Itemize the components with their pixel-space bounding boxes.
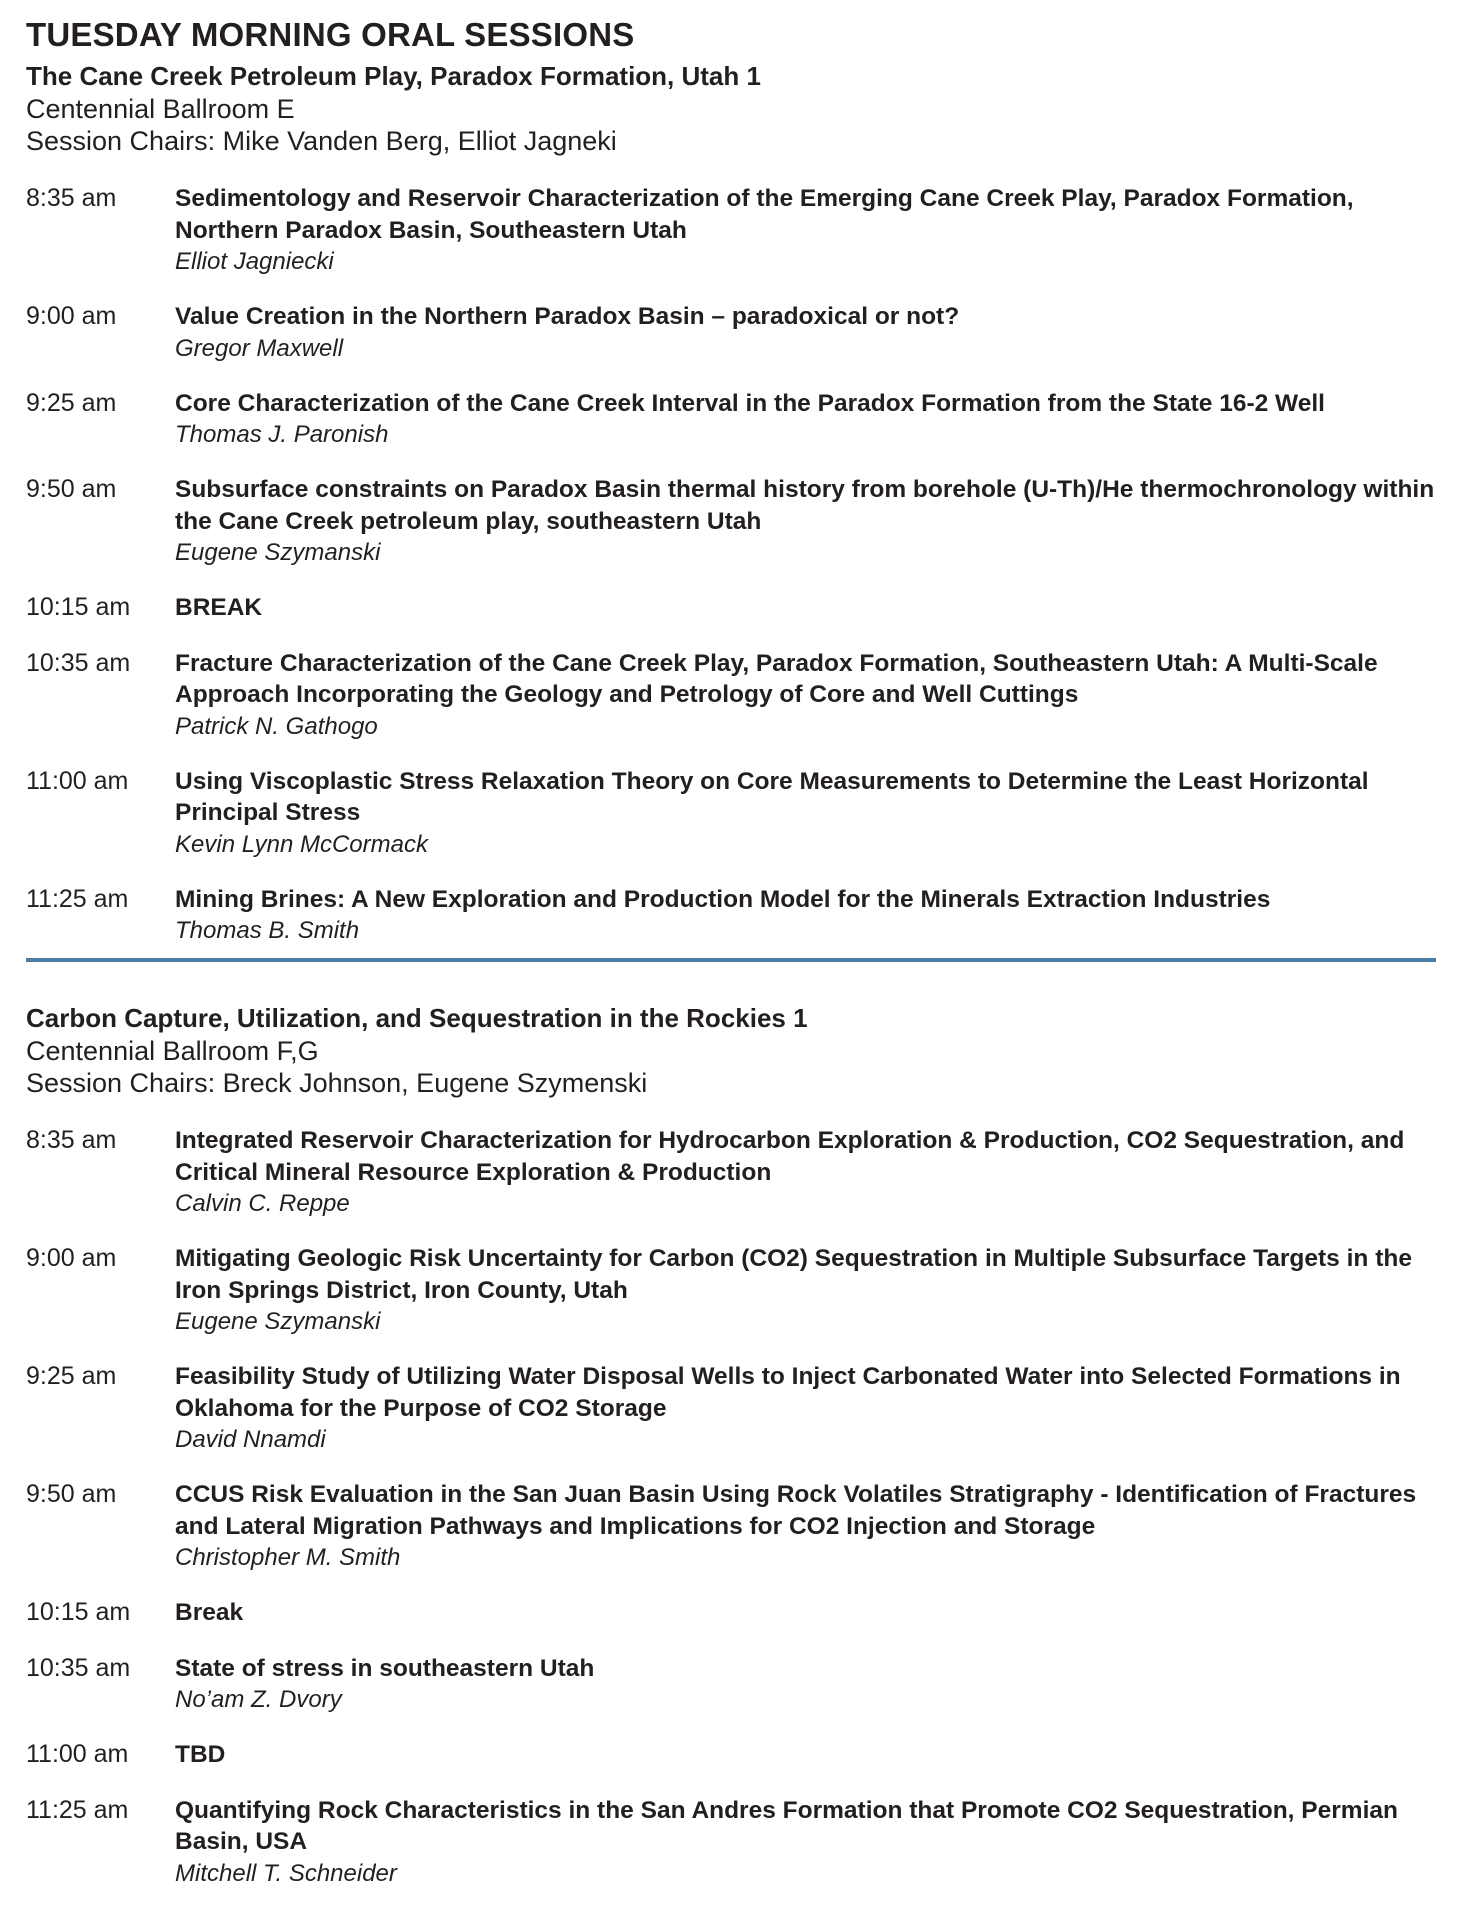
talk-time: 9:50 am [26,475,117,503]
session-title: The Cane Creek Petroleum Play, Paradox Formation, Utah 1 [26,61,761,91]
talk-item [26,183,1446,277]
talk-title: Break [175,1599,244,1626]
session-title: Carbon Capture, Utilization, and Sequestration in the Rockies 1 [26,1003,808,1033]
page-title: TUESDAY MORNING ORAL SESSIONS [26,16,635,53]
talk-time: 11:00 am [26,766,129,795]
talk-list [26,183,1446,946]
talk-time: 11:00 am [26,1740,129,1768]
talk-list [26,1125,1446,1889]
talk-time: 9:00 am [26,302,117,330]
talk-author: Thomas J. Paronish [175,421,389,448]
talk-author: Thomas B. Smith [175,917,360,944]
talk-title: Feasibility Study of Utilizing Water Disposal Wells to Inject Carbonated Water into Selected Formations in Oklahoma for the Purpose of CO2 Storage [175,1363,1401,1422]
session-divider [26,958,1436,962]
talk-time: 9:25 am [26,1362,117,1390]
talk-title: Mitigating Geologic Risk Uncertainty for Carbon (CO2) Sequestration in Multiple Subsurface Targets in the Iron Springs District, Iron County, Utah [175,1245,1412,1304]
talk-title: Integrated Reservoir Characterization for Hydrocarbon Exploration & Production, CO2 Sequestration, and Critical Mineral Resource Exploration & Production [175,1127,1405,1186]
talk-author: No’am Z. Dvory [175,1686,342,1713]
session-chairs: Session Chairs: Mike Vanden Berg, Elliot Jagneki [26,126,617,156]
talk-item-tbd [26,1739,1446,1771]
session-room: Centennial Ballroom F,G [26,1036,319,1066]
program-page [26,12,1446,1913]
session-carbon-capture [26,1002,1446,1889]
talk-title: Core Characterization of the Cane Creek Interval in the Paradox Formation from the State 16-2 Well [175,389,1325,417]
talk-author: David Nnamdi [175,1426,326,1453]
talk-item [26,766,1446,860]
talk-item [26,1125,1446,1219]
talk-time: 10:35 am [26,1653,131,1682]
talk-author: Patrick N. Gathogo [175,712,378,740]
session-room: Centennial Ballroom E [26,94,295,124]
talk-time: 11:25 am [26,1795,129,1824]
talk-time: 10:35 am [26,648,131,677]
talk-time: 9:50 am [26,1480,117,1508]
talk-item [26,1479,1446,1573]
talk-author: Mitchell T. Schneider [175,1859,397,1887]
talk-item [26,1361,1446,1455]
talk-author: Calvin C. Reppe [175,1190,350,1217]
talk-time: 9:00 am [26,1244,117,1272]
talk-title: Fracture Characterization of the Cane Creek Play, Paradox Formation, Southeastern Utah: A Multi-Scale Approach Incorporating the Geology and Petrology of Core and Well Cuttings [175,649,1378,708]
talk-title: Quantifying Rock Characteristics in the San Andres Formation that Promote CO2 Sequestration, Permian Basin, USA [175,1796,1398,1855]
session-cane-creek [26,60,1446,946]
talk-time: 11:25 am [26,884,129,913]
talk-author: Gregor Maxwell [175,334,344,362]
talk-title: Using Viscoplastic Stress Relaxation Theory on Core Measurements to Determine the Least Horizontal Principal Stress [175,767,1369,826]
talk-item [26,301,1446,364]
talk-time: 8:35 am [26,184,117,212]
talk-author: Eugene Szymanski [175,539,381,566]
session-chairs: Session Chairs: Breck Johnson, Eugene Szymenski [26,1068,648,1098]
talk-title: Value Creation in the Northern Paradox Basin – paradoxical or not? [175,303,960,330]
talk-title: State of stress in southeastern Utah [175,1654,595,1682]
talk-author: Kevin Lynn McCormack [175,830,428,858]
talk-author: Eugene Szymanski [175,1308,381,1335]
talk-time: 10:15 am [26,1598,131,1626]
talk-time: 9:25 am [26,388,117,417]
talk-author: Christopher M. Smith [175,1544,401,1571]
talk-time: 8:35 am [26,1126,117,1154]
talk-item [26,1653,1446,1716]
talk-title: CCUS Risk Evaluation in the San Juan Basin Using Rock Volatiles Stratigraphy - Identification of Fractures and Lateral Migration Pathways and Implications for CO2 Injection and Storage [175,1481,1417,1540]
talk-title: BREAK [175,594,263,621]
talk-item [26,648,1446,742]
talk-item-break [26,1597,1446,1629]
talk-item-break [26,592,1446,624]
talk-item [26,388,1446,451]
talk-time: 10:15 am [26,593,131,621]
talk-item [26,884,1446,947]
talk-title: Sedimentology and Reservoir Characterization of the Emerging Cane Creek Play, Paradox Formation, Northern Paradox Basin, Southeastern Utah [175,185,1354,244]
talk-item [26,1243,1446,1337]
talk-title: Mining Brines: A New Exploration and Production Model for the Minerals Extraction Industries [175,885,1271,913]
talk-item [26,1795,1446,1889]
talk-title: TBD [175,1741,226,1768]
talk-author: Elliot Jagniecki [175,248,334,275]
talk-title: Subsurface constraints on Paradox Basin thermal history from borehole (U-Th)/He thermochronology within the Cane Creek petroleum play, southeastern Utah [175,476,1435,535]
talk-item [26,474,1446,568]
